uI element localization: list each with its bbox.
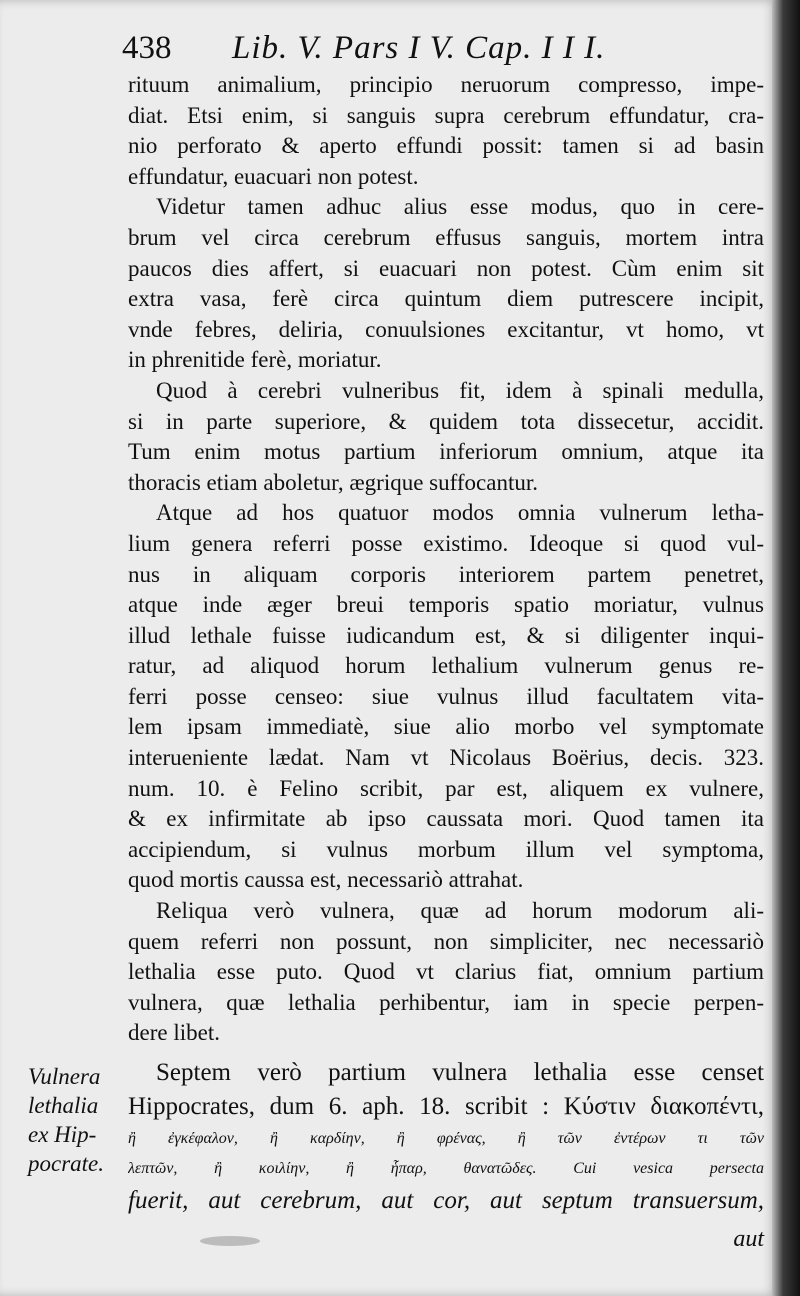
text-line: Tum enim motus partium inferiorum omnium, atque ita	[128, 439, 764, 465]
page-number: 438	[122, 30, 172, 66]
text-line: nio perforato & aperto effundi possit: tamen si ad basin	[128, 133, 764, 159]
text-line: lem ipsam immediatè, siue alio morbo vel symptomate	[128, 714, 764, 740]
text-line: accipiendum, si vulnus morbum illum vel symptoma,	[128, 836, 764, 862]
margin-note-line: pocrate.	[28, 1151, 105, 1176]
greek-line: λεπτῶν, ἢ κοιλίην, ἢ ἧπαρ, θανατῶδες. Cui vesica persecta	[128, 1160, 764, 1177]
text-line: ferri posse censeo: siue vulnus illud facultatem vita-	[128, 683, 764, 709]
main-text	[128, 70, 764, 1049]
text-line: extra vasa, ferè circa quintum diem putrescere incipit,	[128, 286, 764, 312]
text-line: dere libet.	[128, 1020, 220, 1046]
running-title: Lib. V. Pars I V. Cap. I I I.	[232, 30, 606, 66]
text-line: si in parte superiore, & quidem tota dissecetur, accidit.	[128, 408, 764, 434]
text-line: illud lethale fuisse iudicandum est, & si diligenter inqui-	[128, 622, 764, 648]
text-line: Hippocrates, dum 6. aph. 18. scribit : Κύστιν διακοπέντι,	[128, 1093, 764, 1120]
text-line: interueniente lædat. Nam vt Nicolaus Boërius, decis. 323.	[128, 745, 764, 771]
margin-note-line: lethalia	[28, 1093, 99, 1118]
text-line: ratur, ad aliquod horum lethalium vulnerum genus re-	[128, 653, 764, 679]
text-line: Reliqua verò vulnera, quæ ad horum modorum ali-	[156, 898, 764, 924]
margin-note-line: ex Hip-	[28, 1122, 97, 1147]
text-line: Septem verò partium vulnera lethalia esse censet	[156, 1059, 764, 1086]
text-line: num. 10. è Felino scribit, par est, aliquem ex vulnere,	[128, 775, 764, 801]
text-line: & ex infirmitate ab ipso caussata mori. Quod tamen ita	[128, 806, 764, 832]
text-line: lethalia esse puto. Quod vt clarius fiat, omnium partium	[128, 959, 764, 985]
text-line: fuerit, aut cerebrum, aut cor, aut septum transuersum,	[128, 1187, 764, 1214]
margin-note	[28, 1062, 124, 1178]
text-line: quem referri non possunt, non simpliciter, nec necessariò	[128, 928, 764, 954]
text-line: rituum animalium, principio neruorum compresso, impe-	[128, 72, 764, 97]
text-line: paucos dies affert, si euacuari non potest. Cùm enim sit	[128, 255, 764, 281]
margin-note-line: Vulnera	[28, 1064, 101, 1089]
running-header	[122, 30, 762, 70]
hippocrates-paragraph	[128, 1056, 764, 1218]
text-line: brum vel circa cerebrum effusus sanguis, mortem intra	[128, 224, 764, 250]
ink-smudge	[200, 1236, 260, 1246]
text-line: nus in aliquam corporis interiorem partem penetret,	[128, 561, 764, 587]
book-gutter-shadow	[772, 0, 800, 1296]
text-line: quod mortis caussa est, necessariò attrahat.	[128, 867, 524, 893]
catchword: aut	[733, 1226, 764, 1252]
text-line: effundatur, euacuari non potest.	[128, 163, 419, 189]
greek-line: ἢ ἐγκέφαλον, ἢ καρδίην, ἢ φρένας, ἢ τῶν ἐντέρων τι τῶν	[128, 1130, 764, 1147]
text-line: thoracis etiam aboletur, ægrique suffocantur.	[128, 469, 538, 495]
text-line: Atque ad hos quatuor modos omnia vulnerum letha-	[156, 500, 764, 526]
text-line: atque inde æger breui temporis spatio moriatur, vulnus	[128, 592, 764, 618]
text-line: vulnera, quæ lethalia perhibentur, iam in specie perpen-	[128, 989, 764, 1015]
text-line: Videtur tamen adhuc alius esse modus, quo in cere-	[156, 194, 764, 220]
text-line: lium genera referri posse existimo. Ideoque si quod vul-	[128, 530, 764, 556]
text-line: Quod à cerebri vulneribus fit, idem à spinali medulla,	[156, 377, 764, 403]
text-line: in phrenitide ferè, moriatur.	[128, 347, 382, 373]
text-line: vnde febres, deliria, conuulsiones excitantur, vt homo, vt	[128, 316, 764, 342]
text-line: diat. Etsi enim, si sanguis supra cerebrum effundatur, cra-	[128, 102, 764, 128]
